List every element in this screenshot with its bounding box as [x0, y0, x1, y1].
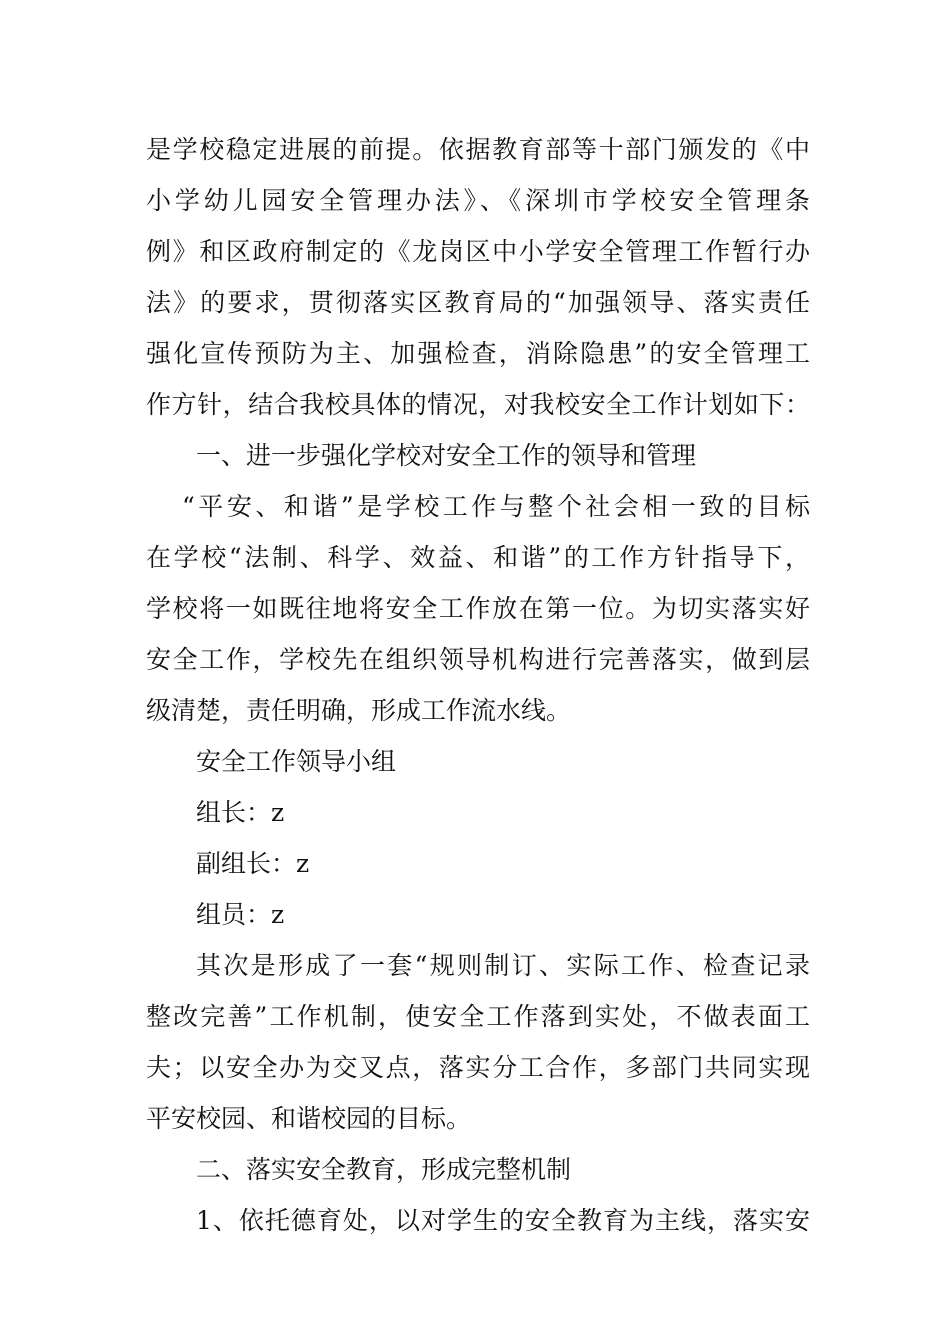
text-line: 例》和区政府制定的《龙岗区中小学安全管理工作暂行办	[146, 237, 810, 266]
group-deputy-leader: 副组长：z	[196, 849, 310, 878]
section-heading: 二、落实安全教育，形成完整机制	[196, 1155, 572, 1184]
text-line: 安全工作，学校先在组织领导机构进行完善落实，做到层	[146, 645, 810, 674]
group-title: 安全工作领导小组	[196, 747, 397, 776]
text-line: 法》的要求，贯彻落实区教育局的“加强领导、落实责任	[146, 288, 810, 317]
text-line: 强化宣传预防为主、加强检查，消除隐患”的安全管理工	[146, 339, 810, 368]
text-line: 学校将一如既往地将安全工作放在第一位。为切实落实好	[146, 594, 810, 623]
text-line: 1、依托德育处，以对学生的安全教育为主线，落实安	[196, 1206, 810, 1235]
text-line: 夫；以安全办为交叉点，落实分工合作，多部门共同实现	[146, 1053, 810, 1082]
text-line: 其次是形成了一套“规则制订、实际工作、检查记录	[196, 951, 810, 980]
section-heading: 一、进一步强化学校对安全工作的领导和管理	[196, 441, 697, 470]
group-leader: 组长：z	[196, 798, 285, 827]
text-line: “平安、和谐”是学校工作与整个社会相一致的目标	[182, 492, 810, 521]
group-members: 组员：z	[196, 900, 285, 929]
text-line: 作方针，结合我校具体的情况，对我校安全工作计划如下：	[146, 390, 810, 419]
text-line: 级清楚，责任明确，形成工作流水线。	[146, 696, 572, 725]
text-line: 小学幼儿园安全管理办法》、《深圳市学校安全管理条	[146, 186, 810, 215]
text-line: 整改完善”工作机制，使安全工作落到实处，不做表面工	[146, 1002, 810, 1031]
text-line: 平安校园、和谐校园的目标。	[146, 1104, 472, 1133]
text-line: 在学校“法制、科学、效益、和谐”的工作方针指导下，	[146, 543, 810, 572]
text-line: 是学校稳定进展的前提。依据教育部等十部门颁发的《中	[146, 135, 810, 164]
body-text	[146, 124, 810, 1246]
